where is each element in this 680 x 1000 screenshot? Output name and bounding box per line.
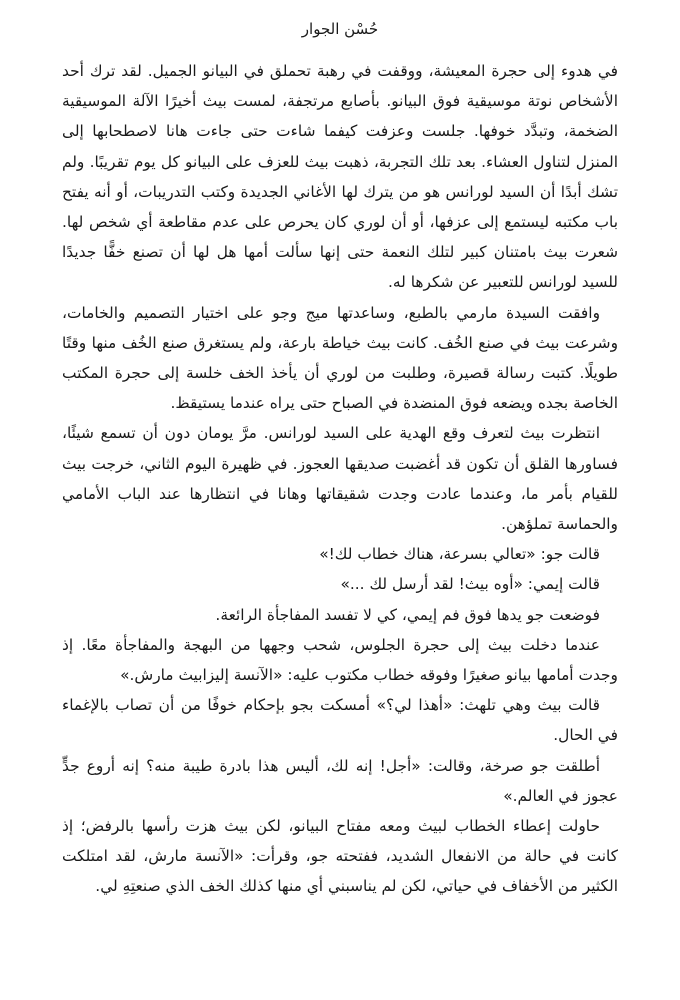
paragraph: قالت جو: «تعالي بسرعة، هناك خطاب لك!» — [319, 545, 600, 564]
paragraph: انتظرت بيث لتعرف وقع الهدية على السيد لورانس. مرَّ يومان دون أن تسمع شيئًا، فساورها القلق أن تكون قد أغضبت صديقها العجوز. في ظهيرة اليوم الثاني، خرجت بيث للقيام بأمر ما، وعندما عادت وجدت شقيقاتها وهانا في انتظارها عند الباب الأمامي والحماسة تملؤهن. — [62, 424, 618, 534]
paragraph: حاولت إعطاء الخطاب لبيث ومعه مفتاح البيانو، لكن بيث هزت رأسها بالرفض؛ إذ كانت في حالة من الانفعال الشديد، ففتحته جو، وقرأت: «الآنسة مارش، لقد امتلكت الكثير من الأخفاف في حياتي، لكن لم يناسبني أي منها كذلك الخف الذي صنعتِهِ لي. — [62, 817, 618, 896]
paragraph: أطلقت جو صرخة، وقالت: «أجل! إنه لك، أليس هذا بادرة طيبة منه؟ إنه أروع جدٍّ عجوز في العالم.» — [62, 756, 618, 805]
paragraph: وافقت السيدة مارمي بالطبع، وساعدتها ميج وجو على اختيار التصميم والخامات، وشرعت بيث في صنع الخُف. كانت بيث خياطة بارعة، ولم يستغرق صنع الخُف منها وقتًا طويلًا. كتبت رسالة قصيرة، وطلبت من لوري أن يأخذ الخف خلسة إلى حجرة المكتب الخاصة بجده ويضعه فوق المنضدة في الصباح حتى يراه عندما يستيقظ. — [62, 303, 618, 413]
running-head: حُسْن الجوار — [301, 20, 379, 38]
paragraph: قالت إيمي: «أوه بيث! لقد أرسل لك ...» — [340, 575, 600, 594]
paragraph: عندما دخلت بيث إلى حجرة الجلوس، شحب وجهها من البهجة والمفاجأة معًا. إذ وجدت أمامها بيانو صغيرًا وفوقه خطاب مكتوب عليه: «الآنسة إليزابيث مارش.» — [62, 635, 618, 685]
paragraph: فوضعت جو يدها فوق فم إيمي، كي لا تفسد المفاجأة الرائعة. — [215, 605, 600, 624]
paragraph: في هدوء إلى حجرة المعيشة، ووقفت في رهبة تحملق في البيانو الجميل. لقد ترك أحد الأشخاص نوتة موسيقية فوق البيانو. بأصابع مرتجفة، لمست بيث أخيرًا الآلة الموسيقية الضخمة، وتبدَّد خوفها. جلست وعزفت كيفما شاءت حتى جاءت هانا لاصطحابها إلى المنزل لتناول العشاء. بعد تلك التجربة، ذهبت بيث للعزف على البيانو كل يوم تقريبًا. ولم تشك أبدًا أن السيد لورانس هو من يترك لها الأغاني الجديدة وكتب التدريبات، أو أنه يفتح باب مكتبه ليستمع إلى عزفها، أو أن لوري كان يحرص على عدم مقاطعة أي شخص لها. شعرت بيث بامتنان كبير لتلك النعمة حتى إنها سألت أمها هل لها أن تصنع خفًّا جديدًا للسيد لورانس للتعبير عن شكرها له. — [62, 62, 618, 292]
paragraph: قالت بيث وهي تلهث: «أهذا لي؟» أمسكت بجو بإحكام خوفًا من أن تصاب بالإغماء في الحال. — [62, 696, 618, 745]
body-text — [62, 56, 618, 902]
